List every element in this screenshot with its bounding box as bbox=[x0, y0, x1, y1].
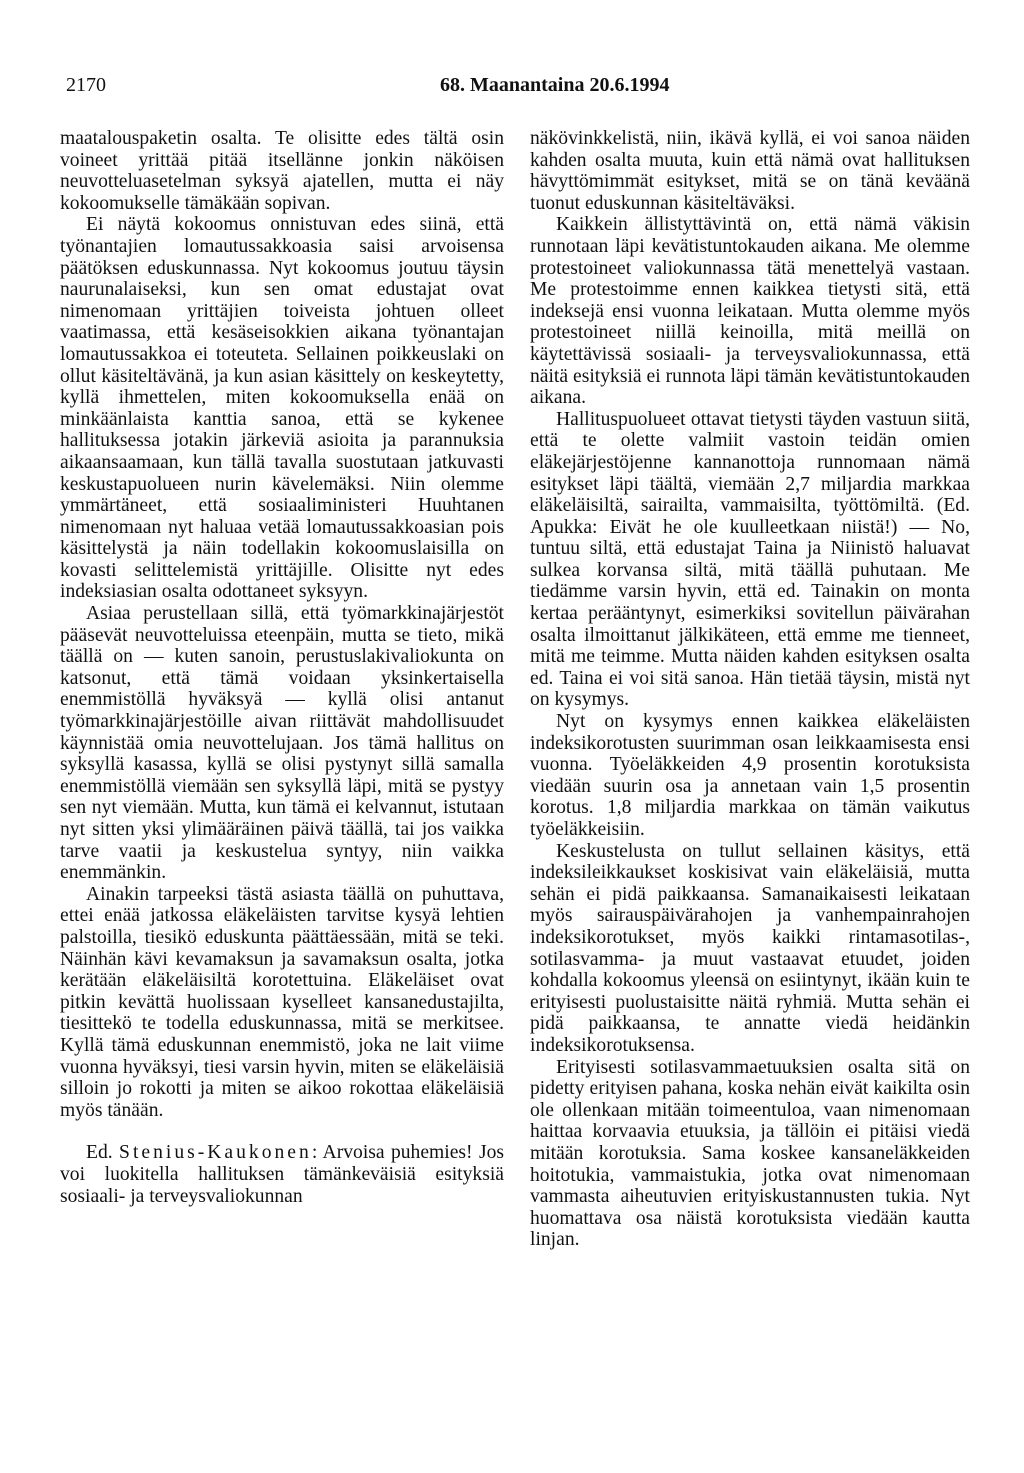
right-column bbox=[530, 128, 970, 1251]
paragraph: Erityisesti sotilasvammaetuuksien osalta sitä on pidetty erityisen pahana, koska nehän eivät kaikilta osin ole ollenkaan mitään toimeentuloa, vaan nimenomaan haittaa korvaavia etuuksia, ja tällöin ei pitäisi viedä mitään korotuksia. Sama koskee kansaneläkkeiden hoitotukia, vammaistukia, jotka ovat nimenomaan vammasta aiheutuvien erityiskustannusten tukia. Nyt huomattava osa näistä korotuksista viedään kautta linjan. bbox=[530, 1056, 970, 1251]
left-column bbox=[60, 128, 504, 1207]
paragraph: Ainakin tarpeeksi tästä asiasta täällä on puhuttava, ettei enää jatkossa eläkeläisten tarvitse kysyä lehtien palstoilla, tiesikö eduskunta päättäessään, mitä se teki. Näinhän kävi kevamaksun ja savamaksun osalta, jotka kerätään eläkeläisiltä korotettuina. Eläkeläiset ovat pitkin kevättä huolissaan kyselleet kansanedustajilta, tiesittekö te todella eduskunnassa, mitä se merkitsee. Kyllä tämä eduskunnan enemmistö, joka ne lait viime vuonna hyväksyi, tiesi varsin hyvin, miten se eläkeläisiä silloin jo rokotti ja miten se aikoo rokottaa eläkeläisiä myös tänään. bbox=[60, 883, 504, 1121]
paragraph: Kaikkein ällistyttävintä on, että nämä väkisin runnotaan läpi kevätistuntokauden aikana. Me olemme protestoineet valiokunnassa tätä menettelyä vastaan. Me protestoimme ennen kaikkea tietysti sitä, että indeksejä ensi vuonna leikataan. Mutta olemme myös protestoineet niillä keinoilla, mitä meillä on käytettävissä sosiaali- ja terveysvaliokunnassa, että näitä esityksiä ei runnota läpi tämän kevätistuntokauden aikana. bbox=[530, 214, 970, 409]
paragraph: Hallituspuolueet ottavat tietysti täyden vastuun siitä, että te olette valmiit vastoin teidän omien eläkejärjestöjenne kannanottoja runnomaan nämä esitykset läpi täältä, viemään 2,7 miljardia markkaa eläkeläisiltä, sairailta, vammaisilta, työttömiltä. (Ed. Apukka: Eivät he ole kuulleetkaan niistä!) — No, tuntuu siltä, että edustajat Taina ja Niinistö haluavat sulkea korvansa siltä, mitä täällä puhutaan. Me tiedämme varsin hyvin, että ed. Tainakin on monta kertaa perääntynyt, esimerkiksi sovitellun päivärahan osalta ilmoittanut jälkikäteen, että emme me tienneet, mitä me teimme. Mutta näiden kahden esityksen osalta ed. Taina ei voi sitä sanoa. Hän tietää täysin, mistä nyt on kysymys. bbox=[530, 408, 970, 711]
speaker-paragraph bbox=[60, 1142, 504, 1207]
page-header bbox=[66, 74, 964, 102]
paragraph: näkövinkkelistä, niin, ikävä kyllä, ei voi sanoa näiden kahden osalta muuta, kuin että nämä ovat hallituksen hävyttömimmät esitykset, mitä se on tänä keväänä tuonut eduskunnan käsiteltäväksi. bbox=[530, 128, 970, 214]
paragraph: Ei näytä kokoomus onnistuvan edes siinä, että työnantajien lomautussakkoasia saisi arvoisensa päätöksen eduskunnassa. Nyt kokoomus joutuu täysin naurunalaiseksi, kun sen omat edustajat ovat nimenomaan yrittäjien toiveista johtuen olleet vaatimassa, että kesäseisokkien aikana työnantajan lomautussakkoa ei toteuteta. Sellainen poikkeuslaki on ollut käsiteltävänä, ja kun asian käsittely on keskeytetty, kyllä ihmettelen, miten kokoomuksella enää on minkäänlaista kanttia sanoa, että se kykenee hallituksessa jotakin järkeviä asioita ja parannuksia aikaansaamaan, kun tällä tavalla suostutaan jatkuvasti keskustapuolueen nurin kävelemäksi. Niin olemme ymmärtäneet, että sosiaaliministeri Huuhtanen nimenomaan nyt haluaa vetää lomautussakkoasian pois käsittelystä ja näin todellakin kokoomuslaisilla on kovasti selittelemistä yrittäjille. Olisitte nyt edes indeksiasian osalta odottaneet syksyyn. bbox=[60, 214, 504, 603]
page-number: 2170 bbox=[66, 74, 106, 96]
running-head: 68. Maanantaina 20.6.1994 bbox=[440, 74, 670, 96]
paragraph: Nyt on kysymys ennen kaikkea eläkeläisten indeksikorotusten suurimman osan leikkaamisesta ensi vuonna. Työeläkkeiden 4,9 prosentin korotuksista viedään suurin osa ja annetaan vain 1,5 prosentin korotus. 1,8 miljardia markkaa on tämän vaikutus työeläkkeisiin. bbox=[530, 711, 970, 840]
speaker-prefix: Ed. bbox=[86, 1142, 113, 1164]
speaker-text: : Arvoisa puhemies! Jos voi luokitella hallituksen tämänkeväisiä esityksiä sosiaali- ja terveysvaliokunnan bbox=[60, 1142, 504, 1207]
paragraph: Keskustelusta on tullut sellainen käsitys, että indeksileikkaukset koskisivat vain eläkeläisiä, mutta sehän ei pidä paikkaansa. Samanaikaisesti leikataan myös sairauspäivärahojen ja vanhempainrahojen indeksikorotukset, myös kaikki rintamasotilas-, sotilasvamma- ja muut vastaavat etuudet, joiden kohdalla kokoomus yleensä on esiintynyt, ikään kuin te erityisesti puolustaisitte näitä ryhmiä. Mutta sehän ei pidä paikkaansa, te annatte viedä heidänkin indeksikorotuksensa. bbox=[530, 840, 970, 1056]
paragraph: maatalouspaketin osalta. Te olisitte edes tältä osin voineet yrittää pitää itsellänne jonkin näköisen neuvotteluasetelman syksyä ajatellen, mutta ei näy kokoomukselle tämäkään sopivan. bbox=[60, 128, 504, 214]
paragraph: Asiaa perustellaan sillä, että työmarkkinajärjestöt pääsevät neuvotteluissa eteenpäin, mutta se tieto, mikä täällä on — kuten sanoin, perustuslakivaliokunta on katsonut, että tämä voidaan yksinkertaisella enemmistöllä hyväksyä — kyllä olisi antanut työmarkkinajärjestöille aivan riittävät mahdollisuudet käynnistää omia neuvottelujaan. Jos tämä hallitus on syksyllä kasassa, kyllä se olisi pystynyt sillä samalla enemmistöllä viemään sen syksyllä läpi, mitä se pystyy sen nyt viemään. Mutta, kun tämä ei kelvannut, istutaan nyt sitten yksi ylimääräinen päivä täällä, tai jos vaikka tarve vaatii ja keskustelua syntyy, niin vaikka enemmänkin. bbox=[60, 603, 504, 884]
speaker-name: Stenius-Kaukonen bbox=[119, 1142, 312, 1164]
